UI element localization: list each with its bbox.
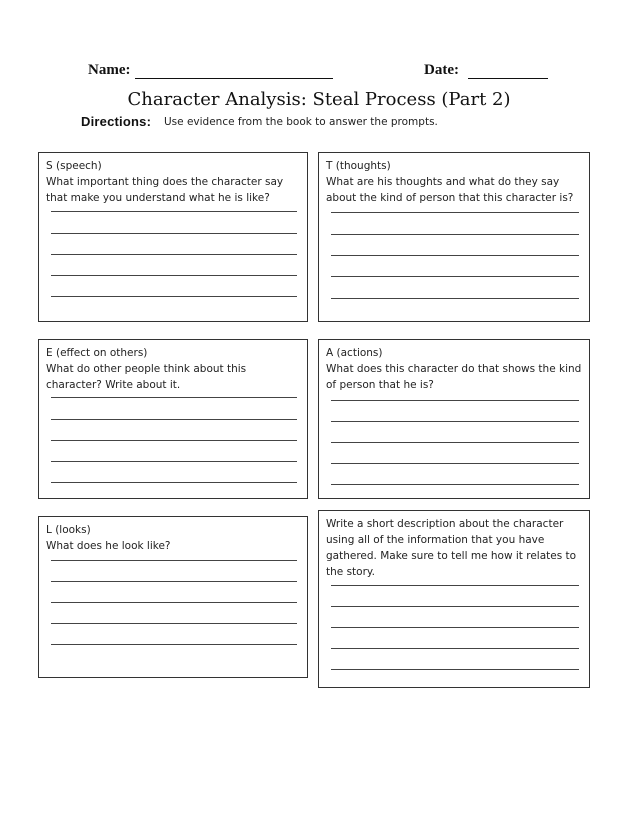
answer-line[interactable]: [51, 397, 297, 398]
answer-line[interactable]: [331, 421, 579, 422]
answer-line[interactable]: [331, 298, 579, 299]
answer-line[interactable]: [51, 623, 297, 624]
answer-line[interactable]: [51, 211, 297, 212]
box-looks: [38, 516, 308, 678]
answer-line[interactable]: [331, 648, 579, 649]
box-summary: [318, 510, 590, 688]
answer-line[interactable]: [331, 234, 579, 235]
answer-line[interactable]: [331, 484, 579, 485]
answer-line[interactable]: [51, 581, 297, 582]
answer-line[interactable]: [51, 560, 297, 561]
answer-line[interactable]: [51, 275, 297, 276]
answer-line[interactable]: [51, 254, 297, 255]
page-title: Character Analysis: Steal Process (Part 2): [127, 89, 511, 110]
name-label: Name:: [88, 62, 131, 78]
answer-line[interactable]: [331, 212, 579, 213]
answer-line[interactable]: [51, 461, 297, 462]
answer-line[interactable]: [51, 296, 297, 297]
box-speech: [38, 152, 308, 322]
directions-text: Use evidence from the book to answer the prompts.: [164, 116, 438, 128]
directions-label: Directions:: [81, 114, 152, 129]
answer-line[interactable]: [331, 276, 579, 277]
answer-line[interactable]: [51, 602, 297, 603]
box-prompt: What are his thoughts and what do they say about the kind of person that this character is?: [326, 176, 574, 204]
answer-line[interactable]: [331, 627, 579, 628]
answer-line[interactable]: [51, 644, 297, 645]
answer-line[interactable]: [331, 606, 579, 607]
box-effect-on-others: [38, 339, 308, 499]
answer-line[interactable]: [51, 482, 297, 483]
box-thoughts: [318, 152, 590, 322]
box-prompt: What does he look like?: [46, 540, 171, 552]
box-actions: [318, 339, 590, 499]
date-field[interactable]: [468, 78, 548, 79]
box-head: L (looks): [46, 524, 91, 536]
answer-line[interactable]: [331, 669, 579, 670]
box-prompt: What do other people think about this character? Write about it.: [46, 363, 247, 391]
box-head: T (thoughts): [326, 160, 391, 172]
answer-line[interactable]: [331, 585, 579, 586]
answer-line[interactable]: [51, 440, 297, 441]
date-label: Date:: [424, 62, 459, 78]
answer-line[interactable]: [331, 442, 579, 443]
answer-line[interactable]: [51, 419, 297, 420]
name-date-header: [0, 62, 638, 82]
name-field[interactable]: [135, 78, 333, 79]
answer-line[interactable]: [331, 400, 579, 401]
box-head: A (actions): [326, 347, 383, 359]
box-head: S (speech): [46, 160, 102, 172]
answer-line[interactable]: [331, 255, 579, 256]
box-head: E (effect on others): [46, 347, 148, 359]
answer-line[interactable]: [51, 233, 297, 234]
box-prompt: What important thing does the character say that make you understand what he is like?: [46, 176, 284, 204]
box-prompt: What does this character do that shows the kind of person that he is?: [326, 363, 582, 391]
answer-line[interactable]: [331, 463, 579, 464]
box-prompt: Write a short description about the character using all of the information that you have gathered. Make sure to tell me how it relates to the story.: [326, 518, 577, 578]
